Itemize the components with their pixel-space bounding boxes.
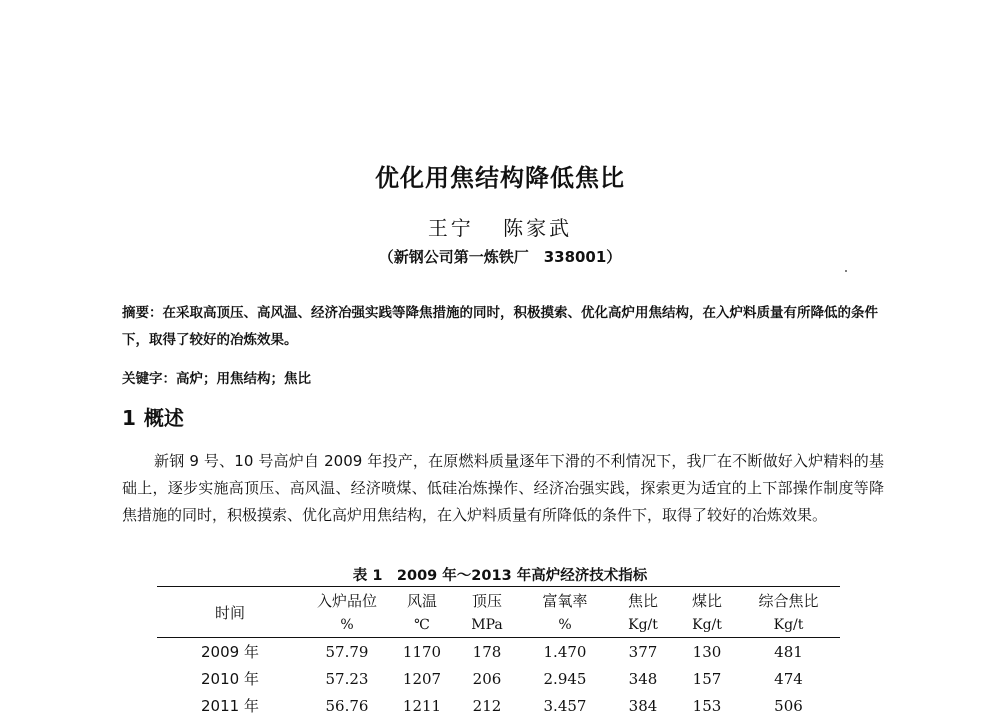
table-cell: 157 <box>692 669 722 688</box>
table-cell: 474 <box>774 669 803 688</box>
column-unit: % <box>521 613 609 638</box>
paper-title: 优化用焦结构降低焦比 <box>375 164 625 192</box>
column-unit: ℃ <box>391 613 453 638</box>
table-cell: 153 <box>692 696 722 715</box>
table-cell: 384 <box>628 696 658 715</box>
table-cell: 348 <box>628 669 658 688</box>
scan-speck <box>845 270 847 272</box>
table-cell-year: 2011 年 <box>201 697 259 715</box>
column-unit: Kg/t <box>677 613 737 638</box>
table-cell: 212 <box>472 696 502 715</box>
author-name: 王宁 <box>427 216 474 240</box>
table-cell: 57.23 <box>325 669 369 688</box>
column-header: 顶压 <box>453 587 521 614</box>
column-unit: MPa <box>453 613 521 638</box>
table-cell: 377 <box>628 642 658 661</box>
section-title: 概述 <box>143 406 184 430</box>
body-paragraph: 新钢 9 号、10 号高炉自 2009 年投产，在原燃料质量逐年下滑的不利情况下，我厂在不断做好入炉精料的基础上，逐步实施高顶压、高风温、经济喷煤、低硅冶炼操作、经济冶强实践，探索更为适宜的上下部操作制度等降焦措施的同时，积极摸索、优化高炉用焦结构，在入炉料质量有所降低的条件下，取得了较好的冶炼效果。 <box>122 452 884 524</box>
affiliation: （新钢公司第一炼铁厂 338001） <box>378 248 622 266</box>
abstract: 摘要：在采取高顶压、高风温、经济冶强实践等降焦措施的同时，积极摸索、优化高炉用焦结构，在入炉料质量有所降低的条件下，取得了较好的冶炼效果。 <box>122 305 878 348</box>
author-name: 陈家武 <box>503 216 573 240</box>
table-cell: 3.457 <box>543 696 587 715</box>
section-number: 1 <box>122 406 136 430</box>
table-cell: 2.945 <box>543 669 587 688</box>
table-row <box>157 638 840 666</box>
column-header: 煤比 <box>677 587 737 614</box>
table-cell-year: 2009 年 <box>201 643 259 661</box>
table-cell: 1.470 <box>543 642 587 661</box>
indicator-table <box>157 586 840 719</box>
column-header: 入炉品位 <box>303 587 391 614</box>
table-caption: 表 1 2009 年～2013 年高炉经济技术指标 <box>352 568 648 584</box>
table-cell: 178 <box>472 642 502 661</box>
table-row-header: 时间 <box>157 587 303 638</box>
table-cell: 506 <box>774 696 803 715</box>
section-heading <box>122 402 184 431</box>
table-cell-year: 2010 年 <box>201 670 259 688</box>
table-row <box>157 665 840 692</box>
column-unit: Kg/t <box>737 613 840 638</box>
column-unit: % <box>303 613 391 638</box>
column-header: 焦比 <box>609 587 677 614</box>
table-cell: 1211 <box>402 696 442 715</box>
table-cell: 56.76 <box>325 696 369 715</box>
table-cell: 1207 <box>402 669 442 688</box>
table-row <box>157 692 840 719</box>
table-cell: 57.79 <box>325 642 369 661</box>
table-cell: 481 <box>774 642 803 661</box>
table-cell: 206 <box>472 669 502 688</box>
author-list <box>0 212 1000 241</box>
column-header: 风温 <box>391 587 453 614</box>
column-header: 富氧率 <box>521 587 609 614</box>
column-unit: Kg/t <box>609 613 677 638</box>
keywords: 关键字：高炉；用焦结构；焦比 <box>122 371 311 387</box>
table-cell: 130 <box>692 642 722 661</box>
table-cell: 1170 <box>402 642 442 661</box>
column-header: 综合焦比 <box>737 587 840 614</box>
